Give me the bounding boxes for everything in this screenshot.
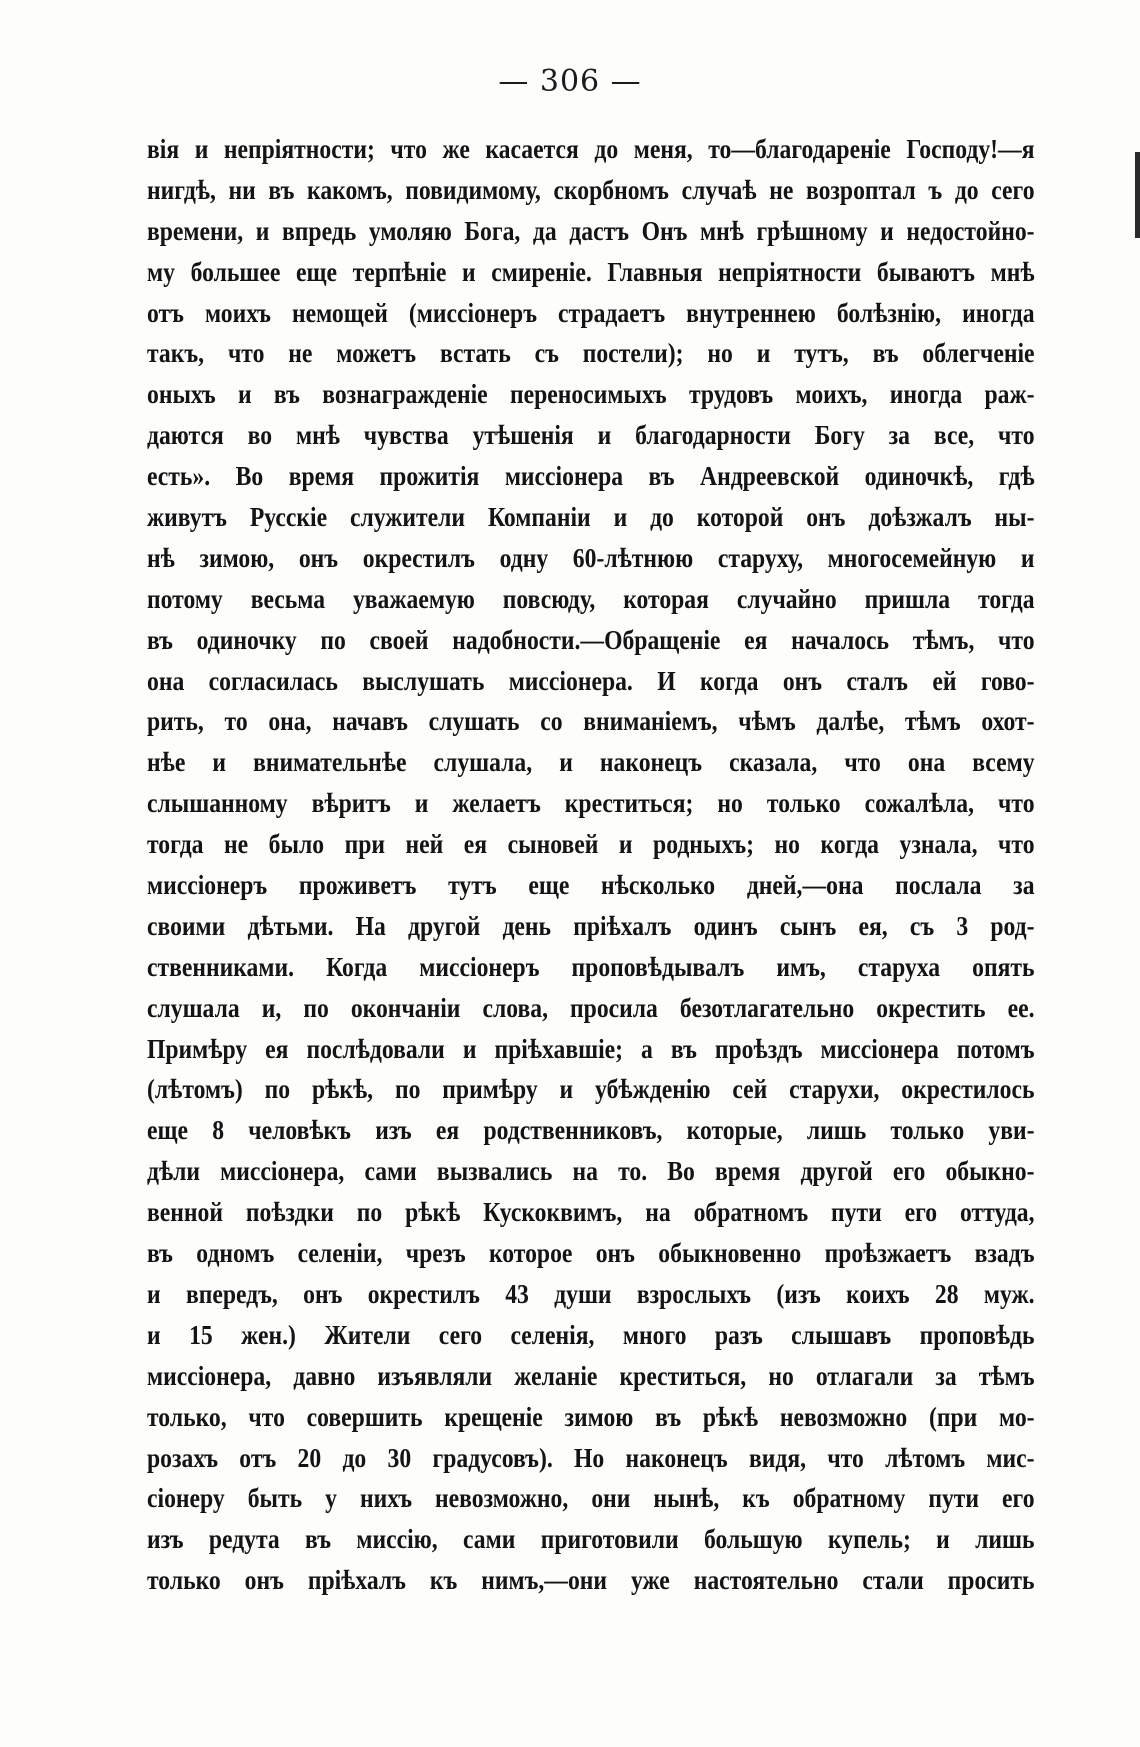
text-line: вія и непріятности; что же касается до меня, то—благодареніе Господу!—я xyxy=(147,133,1035,164)
text-line: нѣе и внимательнѣе слушала, и наконецъ сказала, что она всему xyxy=(147,746,1035,778)
text-line: слушала и, по окончаніи слова, просила безотлагательно окрестить ее. xyxy=(147,991,1035,1023)
text-line: сіонеру быть у нихъ невозможно, они нынѣ, къ обратному пути его xyxy=(147,1482,1035,1514)
text-line: тогда не было при ней ея сыновей и родныхъ; но когда узнала, что xyxy=(147,828,1035,860)
text-line: венной поѣздки по рѣкѣ Кускоквимъ, на обратномъ пути его оттуда, xyxy=(147,1196,1035,1228)
text-line: му большее еще терпѣніе и смиреніе. Главныя непріятности бываютъ мнѣ xyxy=(147,255,1035,287)
scan-edge-mark xyxy=(1135,152,1140,238)
page-number: — 306 — xyxy=(498,64,642,99)
text-line: такъ, что не можетъ встать съ постели); но и тутъ, въ облегченіе xyxy=(147,337,1035,369)
text-line: миссіонера, давно изъявляли желаніе креститься, но отлагали за тѣмъ xyxy=(147,1359,1035,1391)
text-line: изъ редута въ миссію, сами приготовили большую купель; и лишь xyxy=(147,1523,1035,1555)
text-line: (лѣтомъ) по рѣкѣ, по примѣру и убѣжденію сей старухи, окрестилось xyxy=(147,1073,1035,1105)
text-line: Примѣру ея послѣдовали и пріѣхавшіе; а въ проѣздъ миссіонера потомъ xyxy=(147,1032,1035,1064)
text-line: времени, и впредь умоляю Бога, да дастъ Онъ мнѣ грѣшному и недостойно- xyxy=(147,214,1035,246)
text-line: нѣ зимою, онъ окрестилъ одну 60-лѣтнюю старуху, многосемейную и xyxy=(147,541,1035,573)
text-line: и 15 жен.) Жители сего селенія, много разъ слышавъ проповѣдь xyxy=(147,1318,1035,1350)
text-line: въ одиночку по своей надобности.—Обращеніе ея началось тѣмъ, что xyxy=(147,623,1035,655)
text-line: въ одномъ селеніи, чрезъ которое онъ обыкновенно проѣзжаетъ взадъ xyxy=(147,1237,1035,1269)
text-line: ственниками. Когда миссіонеръ проповѣдывалъ имъ, старуха опять xyxy=(147,950,1035,982)
text-line: и впередъ, онъ окрестилъ 43 души взрослыхъ (изъ коихъ 28 муж. xyxy=(147,1277,1035,1309)
text-line: дѣли миссіонера, сами вызвались на то. Во время другой его обыкно- xyxy=(147,1155,1035,1187)
text-line: живутъ Русскіе служители Компаніи и до которой онъ доѣзжалъ ны- xyxy=(147,501,1035,533)
text-line: только, что совершить крещеніе зимою въ рѣкѣ невозможно (при мо- xyxy=(147,1400,1035,1432)
text-line: миссіонеръ проживетъ тутъ еще нѣсколько дней,—она послала за xyxy=(147,869,1035,901)
text-line: еще 8 человѣкъ изъ ея родственниковъ, которые, лишь только уви- xyxy=(147,1114,1035,1146)
text-line: даются во мнѣ чувства утѣшенія и благодарности Богу за все, что xyxy=(147,419,1035,451)
text-line: своими дѣтьми. На другой день пріѣхалъ одинъ сынъ ея, съ 3 род- xyxy=(147,909,1035,941)
text-line: потому весьма уважаемую повсюду, которая случайно пришла тогда xyxy=(147,582,1035,614)
text-line: розахъ отъ 20 до 30 градусовъ). Но наконецъ видя, что лѣтомъ мис- xyxy=(147,1441,1035,1473)
text-line: отъ моихъ немощей (миссіонеръ страдаетъ внутреннею болѣзнію, иногда xyxy=(147,296,1035,328)
text-line: рить, то она, начавъ слушать со вниманіемъ, чѣмъ далѣе, тѣмъ охот- xyxy=(147,705,1035,737)
text-line: слышанному вѣритъ и желаетъ креститься; но только сожалѣла, что xyxy=(147,787,1035,819)
text-line: оныхъ и въ вознагражденіе переносимыхъ трудовъ моихъ, иногда раж- xyxy=(147,378,1035,410)
text-line: только онъ пріѣхалъ къ нимъ,—они уже настоятельно стали просить xyxy=(147,1564,1035,1596)
text-line: она согласилась выслушать миссіонера. И когда онъ сталъ ей гово- xyxy=(147,664,1035,696)
text-line: нигдѣ, ни въ какомъ, повидимому, скорбномъ случаѣ не возроптал ъ до сего xyxy=(147,173,1035,205)
text-line: есть». Во время прожитія миссіонера въ Андреевской одиночкѣ, гдѣ xyxy=(147,460,1035,492)
body-text xyxy=(147,129,1035,1601)
